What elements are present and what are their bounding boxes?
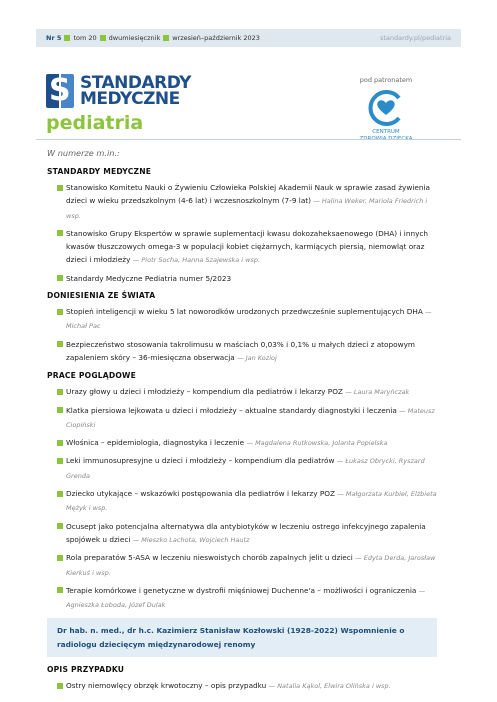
article-authors: — Michał Pac	[66, 308, 432, 331]
article-title: Stanowisko Grupy Ekspertów w sprawie suplementacji kwasu dokozaheksaenowego (DHA) i innych kwasów tłuszczowych omega-3 w populacji kobiet ciężarnych, karmiących piersią, niemowląt oraz dzieci i młodzieży	[66, 228, 429, 265]
patron-org-line-1: CENTRUM	[372, 129, 400, 135]
article-title: Dziecko utykające – wskazówki postępowania dla pediatrów i lekarzy POZ	[66, 489, 335, 499]
article-entry[interactable]	[57, 404, 437, 433]
article-entry[interactable]	[57, 551, 437, 580]
article-entry[interactable]	[57, 520, 437, 548]
bullet-square-icon	[57, 341, 63, 347]
table-of-contents	[47, 148, 437, 699]
article-authors: — Edyta Derda, Jarosław Kierkuś i wsp.	[66, 554, 436, 577]
article-entry[interactable]	[57, 272, 437, 285]
bullet-square-icon	[100, 35, 106, 41]
article-title: Rola preparatów 5-ASA w leczeniu nieswoistych chorób zapalnych jelit u dzieci	[66, 553, 353, 563]
bullet-square-icon	[57, 523, 63, 529]
bullet-square-icon	[64, 35, 70, 41]
bullet-square-icon	[57, 587, 63, 593]
article-list	[47, 679, 437, 693]
article-entry[interactable]	[57, 305, 437, 334]
heart-c-icon	[366, 90, 406, 126]
article-authors: — Laura Maryńczak	[345, 388, 410, 397]
article-entry[interactable]	[57, 181, 437, 223]
article-title: Standardy Medyczne Pediatria numer 5/2023	[66, 273, 232, 283]
logo-mark-icon: S	[46, 74, 76, 108]
article-title: Klatka piersiowa lejkowata u dzieci i młodzieży – aktualne standardy diagnostyki i leczenia	[66, 405, 397, 415]
section-title: DONIESIENIA ZE ŚWIATA	[47, 291, 156, 301]
article-list	[47, 385, 437, 612]
journal-name: pediatria	[46, 112, 144, 134]
issue-number: Nr 5	[46, 34, 62, 42]
article-authors: — Łukasz Obrycki, Ryszard Grenda	[66, 457, 425, 480]
intro-text: W numerze m.in.:	[47, 148, 120, 158]
article-title: Stanowisko Komitetu Nauki o Żywieniu Człowieka Polskiej Akademii Nauk w sprawie zasad żywienia dzieci w wieku przedszkolnym (4-6 lat) i wczesnoszkolnym (7-9 lat)	[66, 183, 430, 206]
article-authors: — Małgorzata Kurbiel, Elżbieta Mężyk i wsp.	[66, 490, 437, 513]
standardy-medyczne-logo	[46, 74, 191, 108]
patronage	[355, 76, 417, 143]
patronage-label: pod patronatem	[359, 76, 413, 84]
website-url[interactable]: standardy.pl/pediatria	[380, 34, 451, 42]
memorial-highlight: Dr hab. n. med., dr h.c. Kazimierz Stanisław Kozłowski (1928-2022) Wspomnienie o radiologu dziecięcym międzynarodowej renomy	[47, 618, 437, 657]
article-entry[interactable]	[57, 385, 437, 399]
bullet-square-icon	[57, 555, 63, 561]
issue-info-bar	[36, 29, 461, 47]
bullet-square-icon	[57, 185, 63, 191]
article-title: Stopień inteligencji w wieku 5 lat noworodków urodzonych przedwcześnie suplementujących DHA	[66, 307, 423, 317]
volume: tom 20	[64, 34, 96, 42]
article-entry[interactable]	[57, 487, 437, 516]
article-authors: — Magdalena Rutkowska, Jolanta Popielska	[246, 439, 388, 448]
article-title: Włośnica – epidemiologia, diagnostyka i leczenie	[66, 438, 245, 448]
article-title: Leki immunosupresyjne u dzieci i młodzieży – kompendium dla pediatrów	[66, 456, 335, 466]
article-authors: — Mateusz Ciopiński	[66, 406, 435, 429]
section-title: STANDARDY MEDYCZNE	[47, 167, 152, 176]
article-entry[interactable]	[57, 584, 437, 613]
article-title: Ocusept jako potencjalna alternatywa dla antybiotyków w leczeniu ostrego infekcyjnego zapalenia spojówek u dzieci	[66, 521, 426, 544]
bullet-square-icon	[57, 458, 63, 464]
bullet-square-icon	[57, 275, 63, 281]
article-authors: — Mieszko Lachota, Wojciech Hautz	[132, 535, 250, 544]
logo-line-2: MEDYCZNE	[80, 89, 180, 109]
article-entry[interactable]	[57, 454, 437, 483]
bullet-square-icon	[57, 407, 63, 413]
article-authors: — Halina Weker, Mariola Friedrich i wsp.	[66, 197, 428, 220]
article-entry[interactable]	[57, 436, 437, 450]
article-entry[interactable]	[57, 227, 437, 268]
section-title: OPIS PRZYPADKU	[47, 665, 125, 675]
article-list	[47, 305, 437, 365]
article-entry[interactable]	[57, 338, 437, 366]
bullet-square-icon	[57, 491, 63, 497]
bullet-square-icon	[57, 440, 63, 446]
article-title: Urazy głowy u dzieci i młodzieży – kompendium dla pediatrów i lekarzy POZ	[66, 387, 343, 397]
article-title: Terapie komórkowe i genetyczne w dystrofii mięśniowej Duchenne'a – możliwości i ograniczenia	[66, 585, 417, 595]
article-title: Bezpieczeństwo stosowania takrolimusu w maściach 0,03% i 0,1% u małych dzieci z atopowym zapaleniem skóry – 36-miesięczna obserwacja	[66, 339, 415, 362]
bullet-square-icon	[57, 230, 63, 236]
article-authors: — Piotr Socha, Hanna Szajewska i wsp.	[132, 256, 261, 265]
article-title: Ostry niemowlęcy obrzęk krwotoczny – opis przypadku	[66, 681, 267, 691]
bullet-square-icon	[163, 35, 169, 41]
article-authors: — Jan Kozioj	[237, 353, 277, 362]
section-title: PRACE POGLĄDOWE	[47, 371, 136, 381]
article-authors: — Agnieszka Łoboda, Józef Dulak	[66, 586, 426, 610]
issue-date: wrzesień–październik 2023	[163, 34, 260, 42]
bullet-square-icon	[57, 389, 63, 395]
article-authors: — Natalia Kąkol, Elwira Olińska i wsp.	[268, 682, 391, 691]
logo-line-1: STANDARDY	[80, 73, 191, 93]
bullet-square-icon	[57, 309, 63, 315]
article-list	[47, 181, 437, 285]
bullet-square-icon	[57, 683, 63, 689]
article-entry[interactable]	[57, 679, 437, 693]
divider	[36, 139, 461, 140]
frequency: dwumiesięcznik	[100, 34, 161, 42]
